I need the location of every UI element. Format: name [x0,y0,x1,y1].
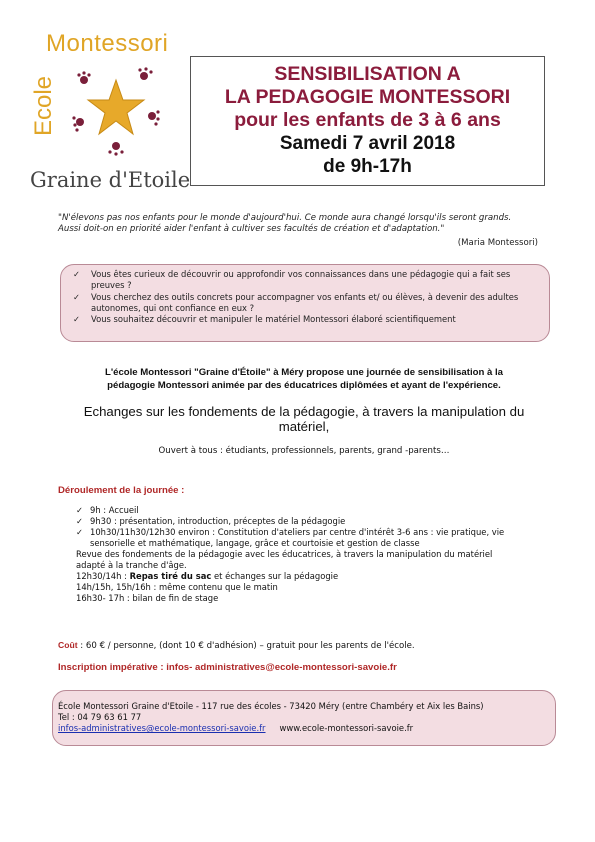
cost-label: Coût [58,640,78,650]
list-item [76,516,546,527]
event-title-box [190,56,545,186]
logo-graine-text: Graine d'Etoile [30,168,191,192]
title-line-1: SENSIBILISATION A [274,63,461,85]
program-title: Déroulement de la journée : [58,485,185,496]
lunch-rest: et échanges sur la pédagogie [211,571,339,581]
list-item [76,505,546,516]
event-hours: de 9h-17h [323,156,412,177]
email-link[interactable]: infos-administratives@ecole-montessori-savoie.fr [58,723,266,733]
program-item-text: 10h30/11h30/12h30 environ : Constitution d'ateliers par centre d'intérêt 3-6 ans : vie pratique, vie sensorielle et mathématique, langage, grâce et courtoisie et gestion de classe [90,527,505,548]
question-text: Vous cherchez des outils concrets pour accompagner vos enfants et/ ou élèves, à devenir des adultes autonomes, qui ont confiance en eux ? [91,291,519,313]
title-line-2: LA PEDAGOGIE MONTESSORI [224,86,511,108]
afternoon-line: 14h/15h, 15h/16h : même contenu que le matin [76,582,278,592]
title-line-3: pour les enfants de 3 à 6 ans [234,109,501,131]
list-item [76,527,546,549]
exchanges-heading [60,404,548,434]
intro-line-1: L'école Montessori "Graine d'Étoile" à Méry propose une journée de sensibilisation à la [104,367,504,378]
website-text: www.ecole-montessori-savoie.fr [279,723,414,733]
revue-line-2: adapté à la tranche d'âge. [76,560,187,570]
logo-ecole-text: Ecole [30,75,58,137]
program-item-text: 9h : Accueil [90,505,139,515]
checkmark-icon: ✓ [73,314,81,325]
logo-montessori-text: Montessori [46,30,169,57]
lunch-bold: Repas tiré du sac [129,571,212,581]
audience-text: Ouvert à tous : étudiants, professionnels, parents, grand -parents… [158,446,450,456]
checkmark-icon: ✓ [73,291,81,302]
checkmark-icon: ✓ [73,269,81,279]
list-item [73,314,541,325]
exchanges-line-2: matériel, [278,419,330,434]
program-item-text: 9h30 : présentation, introduction, préceptes de la pédagogie [90,516,346,526]
exchanges-line-1: Echanges sur les fondements de la pédagogie, à travers la manipulation du [83,404,525,419]
school-logo [28,30,191,192]
list-item [73,269,541,292]
checkmark-icon: ✓ [76,527,84,537]
list-item [73,292,541,315]
phone-number: Tel : 04 79 63 61 77 [58,712,142,722]
quote-line-1: "N'élevons pas nos enfants pour le monde d'aujourd'hui. Ce monde aura changé lorsqu'ils seront grands. [58,213,512,223]
checkmark-icon: ✓ [76,505,84,515]
questions-box [60,264,550,342]
intro-paragraph [60,367,548,392]
checkmark-icon: ✓ [76,516,84,526]
intro-line-2: pédagogie Montessori animée par des éducatrices diplômées et ayant de l'expérience. [107,379,501,391]
program-list [76,505,546,604]
questions-list [61,265,549,325]
contact-footer [52,690,556,746]
lunch-line [76,571,546,582]
event-date: Samedi 7 avril 2018 [279,133,456,154]
quote-author: (Maria Montessori) [457,238,538,248]
revue-line-1: Revue des fondements de la pédagogie avec les éducatrices, à travers la manipulation du matériel [76,549,493,559]
cost-text: : 60 € / personne, (dont 10 € d'adhésion) – gratuit pour les parents de l'école. [77,641,415,651]
quote-line-2: Aussi doit-on en priorité aider l'enfant à cultiver ses facultés de création et d'adaptation." [58,224,445,234]
lunch-time: 12h30/14h : [76,571,130,581]
star-hands-icon [70,66,162,158]
question-text: Vous êtes curieux de découvrir ou approfondir vos connaissances dans une pédagogie qui a fait ses preuves ? [91,269,511,291]
cost-line [58,640,415,651]
registration-line: Inscription impérative : infos- administratives@ecole-montessori-savoie.fr [58,662,397,673]
school-address: École Montessori Graine d'Etoile - 117 rue des écoles - 73420 Méry (entre Chambéry et Aix les Bains) [58,701,484,711]
end-line: 16h30- 17h : bilan de fin de stage [76,593,219,603]
contact-links [58,723,555,734]
question-text: Vous souhaitez découvrir et manipuler le matériel Montessori élaboré scientifiquement [91,314,456,325]
montessori-quote [58,213,548,235]
